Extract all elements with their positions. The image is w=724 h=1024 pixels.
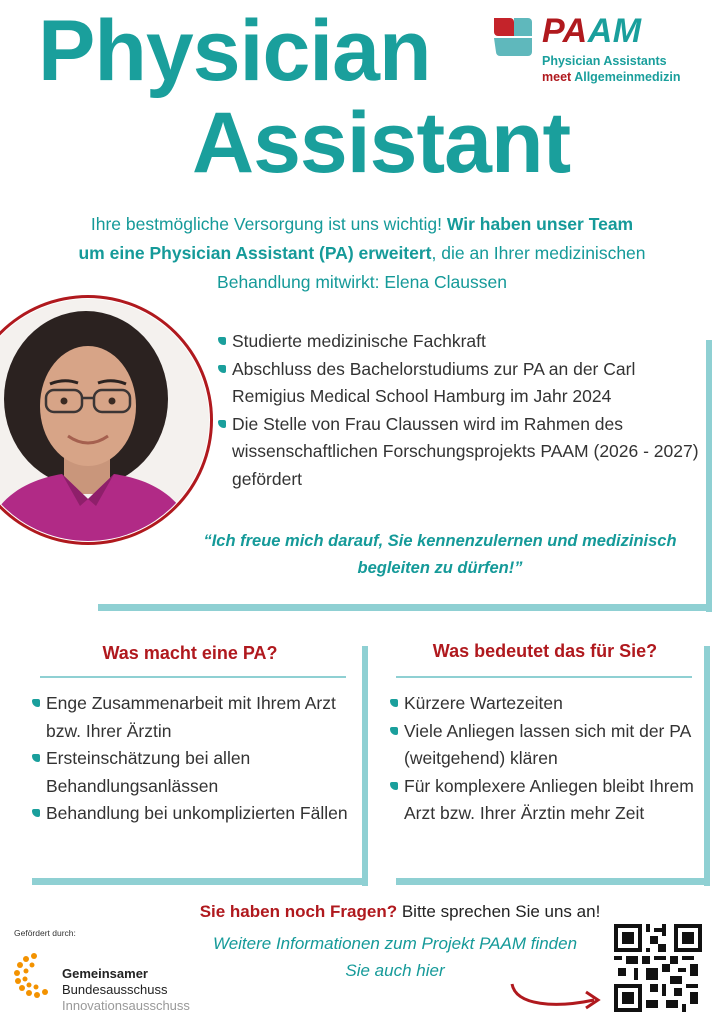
right-box-frame-right: [704, 646, 710, 886]
intro-text: [20, 210, 704, 297]
logo-line-2a: meet: [542, 70, 572, 84]
arrow-icon: [506, 972, 606, 1016]
intro-bold-2: um eine Physician Assistant (PA) erweitert: [78, 243, 432, 263]
profile-frame-bottom: [98, 604, 712, 611]
intro-bold-1: Wir haben unser Team: [446, 214, 634, 234]
more-info-text: Weitere Informationen zum Projekt PAAM finden Sie auch hier: [212, 934, 578, 980]
right-box-frame-bottom: [396, 878, 710, 885]
list-item: Kürzere Wartezeiten: [388, 690, 704, 718]
list-item: Enge Zusammenarbeit mit Ihrem Arzt bzw. Ihrer Ärztin: [30, 690, 356, 745]
funder-name: [62, 966, 190, 1014]
left-box-list: [30, 690, 356, 828]
logo-line-2b: Allgemeinmedizin: [571, 70, 681, 84]
list-item: Behandlung bei unkomplizierten Fällen: [30, 800, 356, 828]
left-box-frame-bottom: [32, 878, 368, 885]
paam-logo-icon: [492, 16, 536, 60]
funder-label: Gefördert durch:: [14, 928, 76, 938]
intro-part-3: Behandlung mitwirkt: Elena Claussen: [217, 272, 507, 292]
questions-line: [140, 902, 660, 922]
title-line-2: Assistant: [192, 95, 571, 191]
left-box-frame-right: [362, 646, 368, 886]
questions-highlight: Sie haben noch Fragen?: [199, 902, 398, 921]
funder-name-2: Bundesausschuss: [62, 982, 168, 997]
funder-name-3: Innovationsausschuss: [62, 998, 190, 1013]
gba-logo-icon: [12, 950, 60, 1002]
right-box-divider: [396, 676, 692, 678]
list-item: Ersteinschätzung bei allen Behandlungsanlässen: [30, 745, 356, 800]
qr-code[interactable]: [614, 924, 702, 1012]
right-box-list: [388, 690, 704, 828]
logo-line-1: Physician Assistants: [542, 54, 667, 68]
left-box-heading: Was macht eine PA?: [102, 643, 278, 663]
paam-logo: [492, 14, 712, 94]
intro-part-1: Ihre bestmögliche Versorgung ist uns wichtig!: [90, 214, 447, 234]
list-item: Viele Anliegen lassen sich mit der PA (weitgehend) klären: [388, 718, 704, 773]
list-item: Abschluss des Bachelorstudiums zur PA an der Carl Remigius Medical School Hamburg im Jahr 2024: [216, 356, 702, 411]
profile-bullets: [216, 328, 702, 493]
portrait-photo: [0, 294, 214, 546]
title-line-1: Physician: [38, 3, 431, 99]
list-item: Für komplexere Anliegen bleibt Ihrem Arzt bzw. Ihrer Ärztin mehr Zeit: [388, 773, 704, 828]
quote-text: “Ich freue mich darauf, Sie kennenzulernen und medizinisch begleiten zu dürfen!”: [203, 532, 677, 577]
list-item: Die Stelle von Frau Claussen wird im Rahmen des wissenschaftlichen Forschungsprojekts PAAM (2026 - 2027) gefördert: [216, 411, 702, 494]
intro-part-2: , die an Ihrer medizinischen: [431, 243, 646, 263]
logo-brand-am: AM: [587, 12, 642, 50]
left-box-divider: [40, 676, 346, 678]
qr-code-icon: [614, 924, 702, 1012]
funder-name-1: Gemeinsamer: [62, 966, 148, 981]
list-item: Studierte medizinische Fachkraft: [216, 328, 702, 356]
logo-brand-pa: PA: [542, 12, 588, 50]
right-box-heading: Was bedeutet das für Sie?: [432, 641, 658, 661]
questions-rest: Bitte sprechen Sie uns an!: [397, 902, 601, 921]
